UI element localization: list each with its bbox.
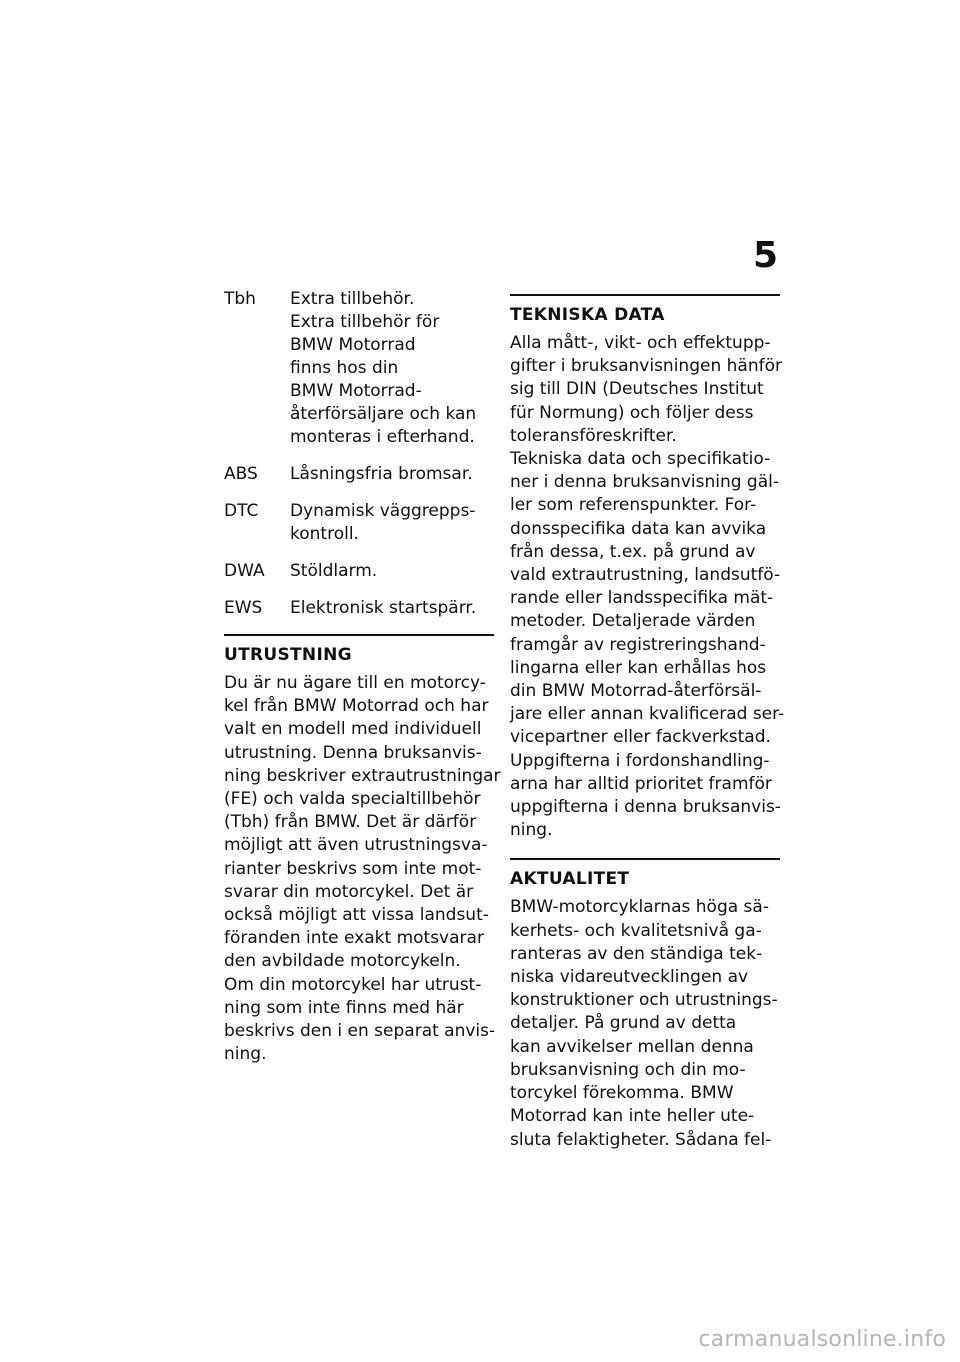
abbreviation-term: ABS xyxy=(224,464,258,484)
body-line: BMW-motorcyklarnas höga sä- xyxy=(510,897,769,918)
section-heading: UTRUSTNING xyxy=(224,645,352,665)
abbreviation-description xyxy=(290,463,494,486)
description-line: Extra tillbehör. xyxy=(290,289,415,309)
body-line: föranden inte exakt motsvarar xyxy=(224,928,484,949)
abbreviation-row xyxy=(224,500,494,546)
body-line: ning. xyxy=(224,1044,267,1065)
body-line: Tekniska data och specifikatio- xyxy=(510,449,771,470)
abbreviation-term: EWS xyxy=(224,598,263,618)
body-line: valt en modell med individuell xyxy=(224,719,482,740)
abbreviation-term: DWA xyxy=(224,561,265,581)
body-line: donsspecifika data kan avvika xyxy=(510,518,767,539)
body-line: kan avvikelser mellan denna xyxy=(510,1036,754,1057)
body-line: rianter beskrivs som inte mot- xyxy=(224,858,482,879)
abbreviation-row xyxy=(224,597,494,620)
description-line: finns hos din xyxy=(290,358,399,378)
body-line: din BMW Motorrad-återförsäl- xyxy=(510,681,762,702)
body-line: rande eller landsspecifika mät- xyxy=(510,588,774,609)
section-heading: AKTUALITET xyxy=(510,869,630,890)
body-line: detaljer. På grund av detta xyxy=(510,1013,737,1034)
left-column xyxy=(224,288,501,1066)
body-line: ning som inte finns med här xyxy=(224,997,464,1018)
abbreviation-list xyxy=(224,288,494,620)
body-line: Motorrad kan inte heller ute- xyxy=(510,1106,755,1127)
body-line: lingarna eller kan erhållas hos xyxy=(510,657,767,678)
body-line: ning. xyxy=(510,820,553,841)
body-line: arna har alltid prioritet framför xyxy=(510,773,772,794)
body-line: den avbildade motorcykeln. xyxy=(224,951,461,972)
abbreviation-description xyxy=(290,500,494,546)
body-line: toleransföreskrifter. xyxy=(510,425,677,446)
watermark: carmanualsonline.info xyxy=(698,1327,946,1352)
right-column xyxy=(510,288,785,1152)
description-line: Extra tillbehör för xyxy=(290,312,440,332)
body-line: Om din motorcykel har utrust- xyxy=(224,974,482,995)
section-body xyxy=(510,332,785,842)
section-body xyxy=(224,672,501,1066)
section-divider xyxy=(510,858,780,860)
description-line: monteras i efterhand. xyxy=(290,427,475,447)
abbreviation-description xyxy=(290,288,494,449)
body-line: beskrivs den i en separat anvis- xyxy=(224,1021,496,1042)
body-line: bruksanvisning och din mo- xyxy=(510,1059,746,1080)
body-line: (Tbh) från BMW. Det är därför xyxy=(224,812,477,833)
page-number: 5 xyxy=(752,235,778,276)
body-line: uppgifterna i denna bruksanvis- xyxy=(510,797,781,818)
description-line: Elektronisk startspärr. xyxy=(290,598,477,618)
section-divider xyxy=(224,634,494,636)
description-line: kontroll. xyxy=(290,524,359,544)
body-line: für Normung) och följer dess xyxy=(510,402,754,423)
section-utrustning xyxy=(224,634,501,1066)
description-line: Låsningsfria bromsar. xyxy=(290,464,473,484)
abbreviation-row xyxy=(224,288,494,449)
body-line: vicepartner eller fackverkstad. xyxy=(510,727,771,748)
body-line: ning beskriver extrautrustningar xyxy=(224,765,501,786)
body-line: kel från BMW Motorrad och har xyxy=(224,696,489,717)
body-line: ner i denna bruksanvisning gäl- xyxy=(510,472,779,493)
section-aktualitet xyxy=(510,858,780,1151)
body-line: Du är nu ägare till en motorcy- xyxy=(224,673,486,693)
body-line: ler som referenspunkter. For- xyxy=(510,495,757,516)
description-line: BMW Motorrad- xyxy=(290,381,422,401)
body-line: möjligt att även utrustningsva- xyxy=(224,835,488,856)
body-line: (FE) och valda specialtillbehör xyxy=(224,789,481,810)
body-line: niska vidareutvecklingen av xyxy=(510,967,749,988)
abbreviation-description xyxy=(290,597,494,620)
abbreviation-row xyxy=(224,463,494,486)
description-line: återförsäljare och kan xyxy=(290,404,477,424)
body-line: Uppgifterna i fordonshandling- xyxy=(510,750,770,771)
body-line: framgår av registreringshand- xyxy=(510,634,766,655)
body-line: torcykel förekomma. BMW xyxy=(510,1083,734,1104)
body-line: ranteras av den ständiga tek- xyxy=(510,943,763,964)
body-line: konstruktioner och utrustnings- xyxy=(510,990,778,1011)
section-heading: TEKNISKA DATA xyxy=(510,305,665,325)
abbreviation-description xyxy=(290,560,494,583)
description-line: Stöldlarm. xyxy=(290,561,378,581)
section-divider xyxy=(510,294,780,296)
body-line: Alla mått-, vikt- och effektupp- xyxy=(510,333,771,353)
description-line: Dynamisk väggrepps- xyxy=(290,501,476,521)
section-body xyxy=(510,896,780,1151)
description-line: BMW Motorrad xyxy=(290,335,416,355)
body-line: jare eller annan kvalificerad ser- xyxy=(510,704,785,725)
abbreviation-term: DTC xyxy=(224,501,259,521)
body-line: metoder. Detaljerade värden xyxy=(510,611,756,632)
body-line: vald extrautrustning, landsutfö- xyxy=(510,565,781,586)
body-line: sig till DIN (Deutsches Institut xyxy=(510,379,764,400)
body-line: sluta felaktigheter. Sådana fel- xyxy=(510,1129,772,1150)
body-line: gifter i bruksanvisningen hänför xyxy=(510,356,782,377)
section-tekniska-data xyxy=(510,294,785,842)
body-line: svarar din motorcykel. Det är xyxy=(224,881,474,902)
body-line: kerhets- och kvalitetsnivå ga- xyxy=(510,920,762,941)
body-line: också möjligt att vissa landsut- xyxy=(224,905,489,926)
abbreviation-row xyxy=(224,560,494,583)
abbreviation-term: Tbh xyxy=(224,289,256,309)
body-line: utrustning. Denna bruksanvis- xyxy=(224,742,482,763)
body-line: från dessa, t.ex. på grund av xyxy=(510,541,756,562)
